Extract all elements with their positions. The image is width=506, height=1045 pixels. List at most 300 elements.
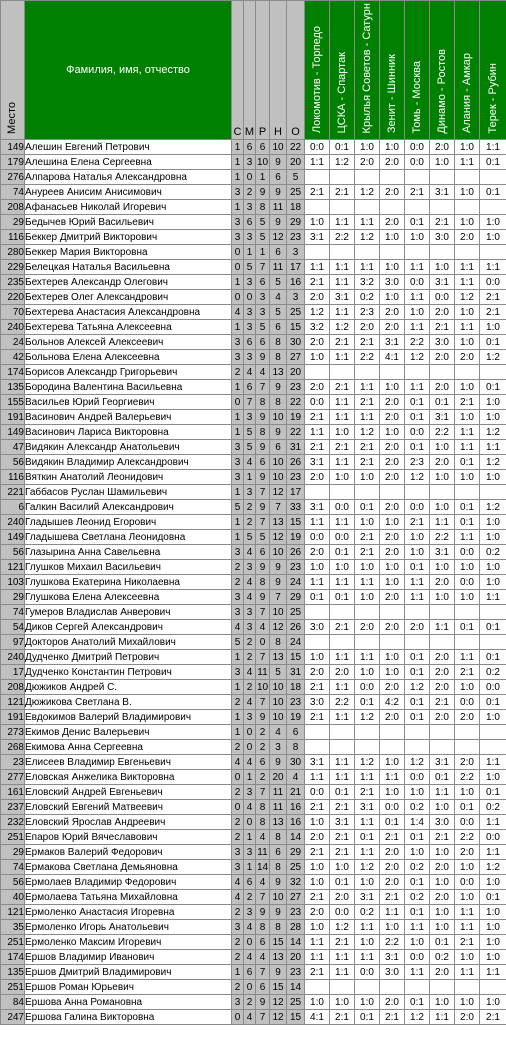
score-cell: 1:1 (480, 140, 506, 155)
stat-cell: 9 (270, 575, 287, 590)
stat-cell: 5 (270, 305, 287, 320)
score-cell: 2:1 (355, 335, 380, 350)
table-row (1, 995, 506, 1010)
score-cell: 2:0 (355, 620, 380, 635)
stat-cell: 13 (270, 365, 287, 380)
stat-cell: 2 (244, 515, 256, 530)
stat-cell: 3 (232, 590, 244, 605)
points-cell: 18 (287, 680, 305, 695)
table-row (1, 290, 506, 305)
stat-cell: 10 (270, 695, 287, 710)
points-cell: 31 (287, 665, 305, 680)
stat-cell: 2 (232, 560, 244, 575)
score-cell: 1:0 (455, 410, 480, 425)
stat-cell: 9 (256, 995, 270, 1010)
points-cell: 23 (287, 905, 305, 920)
stat-cell: 6 (244, 875, 256, 890)
points-cell: 17 (287, 260, 305, 275)
score-cell: 1:0 (430, 995, 455, 1010)
place-cell: 40 (1, 890, 25, 905)
score-cell: 2:1 (305, 680, 330, 695)
score-cell (305, 725, 330, 740)
points-cell: 5 (287, 170, 305, 185)
score-cell: 2:1 (430, 215, 455, 230)
stat-cell: 9 (256, 350, 270, 365)
score-cell: 2:0 (380, 440, 405, 455)
name-cell: Глушкова Елена Алексеевна (25, 590, 232, 605)
score-cell: 1:0 (380, 515, 405, 530)
match-header-7: Алания - Амкар (455, 1, 480, 140)
score-cell: 0:1 (405, 410, 430, 425)
stat-cell: 9 (270, 560, 287, 575)
score-cell (405, 365, 430, 380)
stat-cell: 0 (244, 725, 256, 740)
name-cell: Гумеров Владислав Анверович (25, 605, 232, 620)
score-cell (455, 200, 480, 215)
stat-cell: 2 (232, 830, 244, 845)
score-cell: 1:0 (480, 770, 506, 785)
score-cell: 1:0 (430, 800, 455, 815)
score-cell: 1:0 (380, 140, 405, 155)
score-cell: 1:0 (455, 305, 480, 320)
stat-cell: 7 (256, 1010, 270, 1025)
stat-cell: 2 (244, 635, 256, 650)
stat-cell: 1 (232, 170, 244, 185)
score-cell: 1:0 (430, 560, 455, 575)
stat-cell: 11 (257, 846, 268, 858)
score-cell: 2:0 (380, 860, 405, 875)
place-cell: 191 (1, 710, 25, 725)
points-cell: 26 (287, 620, 305, 635)
score-cell: 1:0 (480, 320, 506, 335)
name-cell: Екимов Денис Валерьевич (25, 725, 232, 740)
score-cell: 0:0 (305, 140, 330, 155)
place-cell: 251 (1, 830, 25, 845)
score-cell: 1:0 (305, 995, 330, 1010)
name-cell: Ершова Галина Викторовна (25, 1010, 232, 1025)
stat-cell: 12 (270, 485, 287, 500)
score-cell: 1:0 (305, 350, 330, 365)
stat-cell: 6 (270, 245, 287, 260)
points-cell: 15 (287, 515, 305, 530)
stat-cell: 3 (232, 920, 244, 935)
place-cell: 121 (1, 560, 25, 575)
score-cell: 1:0 (430, 260, 455, 275)
score-cell (330, 740, 355, 755)
stat-cell: 3 (232, 470, 244, 485)
score-cell: 1:0 (330, 470, 355, 485)
score-cell: 1:1 (330, 680, 355, 695)
score-cell: 0:1 (405, 395, 430, 410)
score-cell: 2:0 (380, 995, 405, 1010)
score-cell: 0:0 (305, 530, 330, 545)
score-cell: 1:0 (355, 515, 380, 530)
table-row (1, 1010, 506, 1025)
score-cell: 0:1 (355, 830, 380, 845)
score-cell: 0:1 (430, 770, 455, 785)
score-cell: 4:1 (305, 1010, 330, 1025)
name-cell: Епаров Юрий Вячеславович (25, 830, 232, 845)
score-cell: 1:0 (455, 185, 480, 200)
table-row (1, 515, 506, 530)
score-cell: 1:0 (305, 920, 330, 935)
stat-cell: 6 (256, 935, 270, 950)
stat-header-s: С (232, 1, 244, 140)
stat-cell: 6 (256, 545, 270, 560)
points-cell: 30 (287, 755, 305, 770)
stat-cell: 8 (256, 200, 270, 215)
table-row (1, 710, 506, 725)
score-cell: 1:1 (330, 755, 355, 770)
score-cell: 1:1 (355, 770, 380, 785)
name-cell: Дудченко Константин Петрович (25, 665, 232, 680)
score-cell: 1:0 (480, 575, 506, 590)
score-cell: 1:2 (355, 425, 380, 440)
score-cell (330, 725, 355, 740)
points-cell: 15 (287, 320, 305, 335)
stat-cell: 1 (232, 650, 244, 665)
score-cell: 1:1 (305, 575, 330, 590)
score-cell: 1:1 (480, 815, 506, 830)
name-cell: Алпарова Наталья Александровна (25, 170, 232, 185)
score-cell: 1:1 (330, 305, 355, 320)
name-cell: Бехтерев Александр Олегович (25, 275, 232, 290)
stat-cell: 6 (244, 380, 256, 395)
stat-cell: 8 (270, 830, 287, 845)
name-cell: Ермолаев Владимир Федорович (25, 875, 232, 890)
stat-cell: 9 (270, 905, 287, 920)
table-row (1, 230, 506, 245)
score-cell: 2:0 (430, 860, 455, 875)
score-cell: 1:2 (405, 350, 430, 365)
table-row (1, 935, 506, 950)
score-cell: 1:0 (455, 890, 480, 905)
place-cell: 149 (1, 425, 25, 440)
score-cell: 1:1 (330, 275, 355, 290)
stat-cell: 1 (232, 155, 244, 170)
score-cell: 1:1 (405, 380, 430, 395)
place-cell: 280 (1, 245, 25, 260)
table-row (1, 245, 506, 260)
stat-cell: 11 (270, 785, 287, 800)
table-row (1, 920, 506, 935)
name-cell: Ермоленко Игорь Анатольевич (25, 920, 232, 935)
score-cell (305, 485, 330, 500)
score-cell: 3:1 (330, 815, 355, 830)
score-cell: 1:0 (480, 950, 506, 965)
score-cell (480, 635, 506, 650)
score-cell (455, 740, 480, 755)
score-cell: 1:1 (355, 845, 380, 860)
stat-cell: 6 (256, 335, 270, 350)
place-cell: 149 (1, 530, 25, 545)
score-cell: 2:0 (380, 395, 405, 410)
score-cell (455, 635, 480, 650)
score-cell: 1:2 (480, 350, 506, 365)
place-cell: 240 (1, 320, 25, 335)
points-cell: 25 (287, 860, 305, 875)
stat-cell: 2 (232, 905, 244, 920)
stat-cell: 4 (244, 920, 256, 935)
score-cell: 1:1 (330, 395, 355, 410)
score-cell (380, 740, 405, 755)
score-cell (380, 245, 405, 260)
score-cell: 1:1 (455, 650, 480, 665)
score-cell: 1:1 (455, 275, 480, 290)
score-cell: 2:1 (330, 440, 355, 455)
stat-header-n: Н (270, 1, 287, 140)
place-cell: 149 (1, 140, 25, 155)
score-cell: 1:2 (480, 455, 506, 470)
name-cell: Екимова Анна Сергеевна (25, 740, 232, 755)
stat-cell: 9 (256, 410, 270, 425)
score-cell: 1:0 (480, 995, 506, 1010)
score-cell: 0:1 (430, 935, 455, 950)
table-row (1, 635, 506, 650)
stat-cell: 1 (232, 275, 244, 290)
stat-cell: 9 (256, 500, 270, 515)
stat-cell: 1 (232, 530, 244, 545)
table-row (1, 380, 506, 395)
table-row (1, 845, 506, 860)
stat-cell: 3 (232, 185, 244, 200)
stat-cell: 4 (244, 365, 256, 380)
score-cell (305, 170, 330, 185)
points-cell: 31 (287, 440, 305, 455)
score-cell: 0:1 (430, 395, 455, 410)
stat-cell: 9 (270, 380, 287, 395)
stat-cell: 0 (232, 800, 244, 815)
score-cell: 2:2 (455, 830, 480, 845)
name-cell: Елисеев Владимир Евгеньевич (25, 755, 232, 770)
score-cell: 1:2 (355, 230, 380, 245)
score-cell: 1:0 (430, 470, 455, 485)
score-cell (355, 635, 380, 650)
score-cell: 3:0 (380, 275, 405, 290)
score-cell: 1:2 (355, 860, 380, 875)
stat-cell: 12 (270, 230, 287, 245)
score-cell: 2:1 (305, 800, 330, 815)
score-cell: 0:2 (405, 860, 430, 875)
score-cell: 1:1 (455, 905, 480, 920)
score-cell: 1:0 (305, 860, 330, 875)
place-cell: 268 (1, 740, 25, 755)
stat-cell: 2 (244, 995, 256, 1010)
table-row (1, 185, 506, 200)
stat-cell: 3 (244, 200, 256, 215)
score-cell: 2:1 (305, 890, 330, 905)
place-cell: 251 (1, 980, 25, 995)
name-cell: Еловский Ярослав Андреевич (25, 815, 232, 830)
points-cell: 29 (287, 845, 305, 860)
score-cell: 3:0 (430, 335, 455, 350)
score-cell: 1:0 (430, 500, 455, 515)
points-cell: 14 (287, 980, 305, 995)
points-cell: 23 (287, 965, 305, 980)
score-cell: 1:1 (480, 845, 506, 860)
score-cell: 0:1 (405, 710, 430, 725)
score-cell (355, 245, 380, 260)
stat-cell: 4 (244, 950, 256, 965)
score-cell (305, 635, 330, 650)
score-cell: 1:0 (455, 995, 480, 1010)
stat-cell: 7 (256, 260, 270, 275)
score-cell: 1:0 (380, 380, 405, 395)
score-cell: 0:1 (455, 800, 480, 815)
score-cell: 1:0 (405, 845, 430, 860)
score-cell: 1:1 (305, 770, 330, 785)
score-cell: 2:0 (380, 185, 405, 200)
score-cell: 1:1 (330, 350, 355, 365)
stat-cell: 7 (256, 605, 270, 620)
score-cell: 0:1 (480, 155, 506, 170)
score-cell: 0:1 (455, 620, 480, 635)
stat-cell: 14 (256, 861, 269, 873)
place-cell: 56 (1, 875, 25, 890)
score-cell: 1:0 (480, 875, 506, 890)
table-row (1, 785, 506, 800)
score-cell: 2:1 (355, 455, 380, 470)
stat-cell: 12 (270, 1010, 287, 1025)
score-cell: 0:0 (405, 140, 430, 155)
score-cell (405, 485, 430, 500)
score-cell (455, 365, 480, 380)
stat-cell: 9 (256, 710, 270, 725)
stat-cell: 6 (270, 440, 287, 455)
score-cell: 3:1 (355, 890, 380, 905)
score-cell (430, 200, 455, 215)
stat-cell: 9 (256, 440, 270, 455)
score-cell (455, 245, 480, 260)
stat-cell: 13 (270, 950, 287, 965)
match-header-8: Терек - Рубин (480, 1, 506, 140)
score-cell: 3:1 (330, 290, 355, 305)
score-cell: 1:0 (480, 410, 506, 425)
score-cell: 3:1 (430, 545, 455, 560)
score-cell: 0:0 (455, 695, 480, 710)
score-cell: 2:1 (380, 890, 405, 905)
score-cell: 2:0 (430, 140, 455, 155)
score-cell (405, 635, 430, 650)
score-cell: 2:0 (330, 890, 355, 905)
score-cell: 1:1 (330, 260, 355, 275)
score-cell: 1:1 (455, 320, 480, 335)
stat-cell: 10 (270, 545, 287, 560)
score-cell: 1:1 (330, 710, 355, 725)
stat-cell: 6 (270, 320, 287, 335)
stat-cell: 1 (232, 425, 244, 440)
score-cell: 1:0 (355, 665, 380, 680)
stat-cell: 1 (232, 200, 244, 215)
table-row (1, 455, 506, 470)
stat-cell: 4 (244, 1010, 256, 1025)
score-cell: 2:1 (455, 395, 480, 410)
score-cell: 2:1 (305, 845, 330, 860)
score-cell: 2:0 (380, 845, 405, 860)
stat-cell: 10 (270, 140, 287, 155)
score-cell: 0:1 (480, 695, 506, 710)
place-cell: 174 (1, 950, 25, 965)
name-cell: Глушков Михаил Васильевич (25, 560, 232, 575)
score-cell: 1:1 (405, 260, 430, 275)
score-cell: 2:1 (305, 965, 330, 980)
stat-cell: 7 (256, 515, 270, 530)
stat-cell: 11 (270, 800, 287, 815)
stat-cell: 6 (256, 275, 270, 290)
score-cell (480, 170, 506, 185)
score-cell: 0:1 (405, 440, 430, 455)
score-cell: 1:0 (480, 395, 506, 410)
name-cell: Габбасов Руслан Шамильевич (25, 485, 232, 500)
score-cell: 1:2 (405, 680, 430, 695)
place-cell: 29 (1, 215, 25, 230)
stat-cell: 10 (270, 680, 287, 695)
stat-cell: 7 (270, 500, 287, 515)
score-cell: 0:1 (330, 590, 355, 605)
score-cell: 2:1 (430, 320, 455, 335)
score-cell: 0:1 (355, 1010, 380, 1025)
stat-cell: 3 (244, 155, 256, 170)
score-cell: 3:1 (430, 185, 455, 200)
stat-cell: 4 (232, 305, 244, 320)
score-cell: 2:1 (330, 380, 355, 395)
score-cell: 0:0 (405, 155, 430, 170)
score-cell (405, 980, 430, 995)
score-cell: 1:0 (330, 995, 355, 1010)
score-cell: 1:0 (355, 935, 380, 950)
stat-cell: 5 (232, 500, 244, 515)
score-cell: 1:0 (480, 515, 506, 530)
score-cell: 3:1 (305, 455, 330, 470)
score-cell: 1:0 (405, 305, 430, 320)
name-cell: Галкин Василий Александрович (25, 500, 232, 515)
score-cell (355, 365, 380, 380)
score-cell: 0:0 (455, 875, 480, 890)
points-cell: 14 (287, 830, 305, 845)
score-cell: 0:2 (480, 545, 506, 560)
points-cell: 29 (287, 590, 305, 605)
score-cell: 1:0 (380, 290, 405, 305)
stat-cell: 6 (270, 170, 287, 185)
stat-cell: 10 (270, 455, 287, 470)
stat-cell: 2 (256, 770, 270, 785)
table-row (1, 695, 506, 710)
stat-cell: 3 (244, 620, 256, 635)
score-cell: 2:2 (430, 425, 455, 440)
match-header-4: Зенит - Шинник (380, 1, 405, 140)
score-cell: 0:1 (405, 695, 430, 710)
score-cell: 1:0 (455, 950, 480, 965)
stat-cell: 10 (270, 710, 287, 725)
name-cell: Бехтерева Анастасия Александровна (25, 305, 232, 320)
stat-cell: 7 (256, 785, 270, 800)
score-cell: 2:0 (430, 965, 455, 980)
stat-cell: 13 (270, 515, 287, 530)
name-cell: Вяткин Анатолий Леонидович (25, 470, 232, 485)
score-cell (455, 725, 480, 740)
stat-cell: 7 (244, 395, 256, 410)
name-cell: Дудченко Дмитрий Петрович (25, 650, 232, 665)
score-cell: 3:1 (430, 755, 455, 770)
stat-cell: 0 (256, 635, 270, 650)
stat-cell: 9 (270, 965, 287, 980)
place-cell: 208 (1, 200, 25, 215)
score-cell: 2:0 (380, 710, 405, 725)
score-cell: 1:1 (480, 965, 506, 980)
place-cell: 191 (1, 410, 25, 425)
stat-cell: 5 (256, 215, 270, 230)
score-cell: 0:1 (480, 890, 506, 905)
